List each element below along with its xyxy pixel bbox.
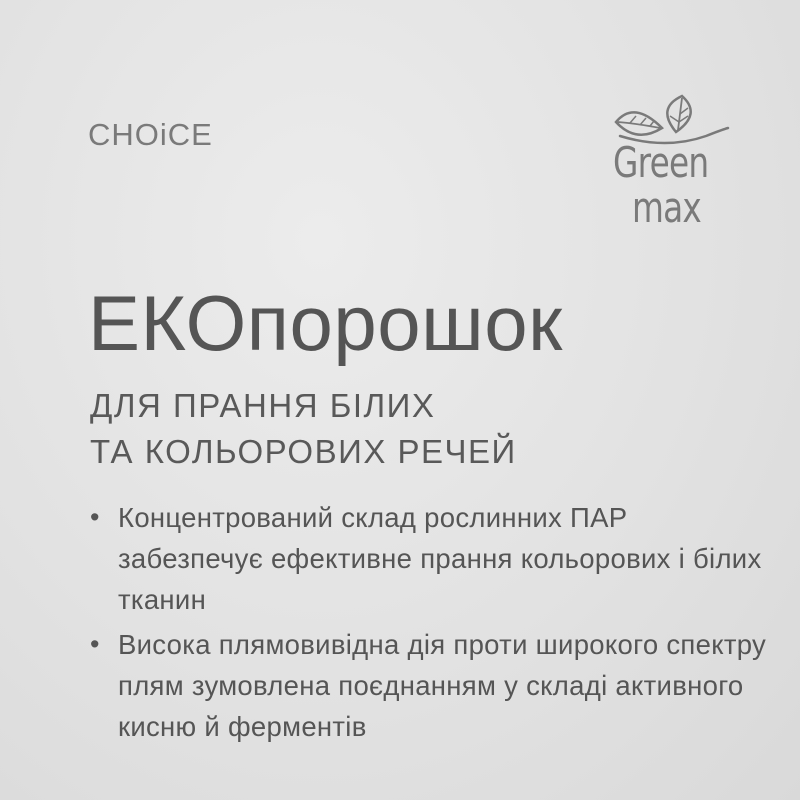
green-max-logo [606, 92, 746, 242]
subtitle-line: ДЛЯ ПРАННЯ БІЛИХ [90, 387, 436, 424]
logo-word-green: Green [613, 138, 709, 187]
product-title: ЕКОпорошок [88, 279, 563, 367]
subtitle-line: ТА КОЛЬОРОВИХ РЕЧЕЙ [90, 433, 517, 470]
brand-logo-text: CHOiCE [88, 117, 213, 152]
feature-text: Висока плямовивідна дія проти широкого спектру плям зумовлена поєднанням у складі активного кисню й ферментів [118, 629, 767, 742]
logo-word-max: max [632, 183, 702, 232]
product-subtitle [90, 383, 517, 475]
feature-item [90, 497, 780, 620]
feature-text: Концентрований склад рослинних ПАР забезпечує ефективне прання кольорових і білих тканин [118, 502, 762, 615]
feature-item [90, 624, 780, 747]
bullet-icon: • [90, 502, 100, 532]
bullet-icon: • [90, 629, 100, 659]
features-list [90, 497, 780, 751]
